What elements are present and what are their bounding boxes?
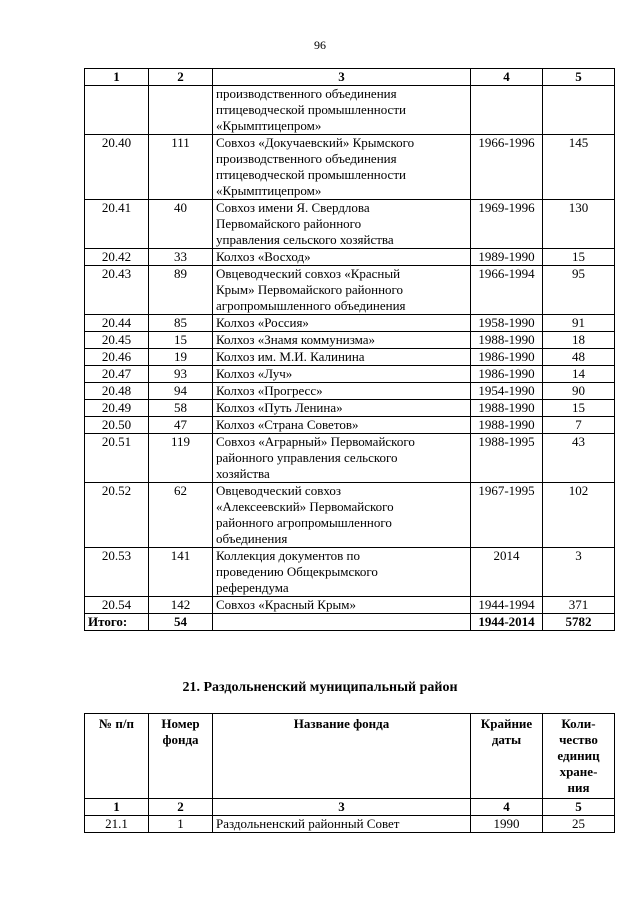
fund-number: 33: [149, 249, 213, 266]
fund-title: [213, 135, 471, 200]
fund-title-line: Совхоз «Докучаевский» Крымского: [216, 135, 415, 150]
item-number: 20.49: [85, 400, 149, 417]
fund-number: 89: [149, 266, 213, 315]
date-range: [471, 86, 543, 135]
item-number: 20.43: [85, 266, 149, 315]
column-number: 2: [149, 69, 213, 86]
fund-title-line: Колхоз «Восход»: [216, 249, 311, 264]
fund-title-line: Колхоз «Путь Ленина»: [216, 400, 343, 415]
table-row: [85, 434, 615, 483]
fund-title-line: объединения: [216, 531, 288, 546]
date-range: 1986-1990: [471, 349, 543, 366]
column-number: 5: [543, 69, 615, 86]
item-number: 20.54: [85, 597, 149, 614]
table-row: [85, 349, 615, 366]
total-row: [85, 614, 615, 631]
fund-title: [213, 249, 471, 266]
header-title: Название фонда: [213, 714, 471, 799]
table-row: [85, 483, 615, 548]
header-units-line: хране-: [559, 764, 598, 779]
date-range: 1966-1996: [471, 135, 543, 200]
fund-title: [213, 434, 471, 483]
fund-title-line: Колхоз «Прогресс»: [216, 383, 323, 398]
column-number: 3: [213, 69, 471, 86]
storage-units: 18: [543, 332, 615, 349]
fund-number: 62: [149, 483, 213, 548]
item-number: 21.1: [85, 816, 149, 833]
column-number: 1: [85, 69, 149, 86]
fund-title-line: «Алексеевский» Первомайского: [216, 499, 394, 514]
fund-title-line: Коллекция документов по: [216, 548, 360, 563]
item-number: 20.41: [85, 200, 149, 249]
fund-title-line: Колхоз «Страна Советов»: [216, 417, 359, 432]
date-range: 1988-1990: [471, 400, 543, 417]
table-row: [85, 816, 615, 833]
fund-title-line: хозяйства: [216, 466, 270, 481]
storage-units: 91: [543, 315, 615, 332]
fund-number: 94: [149, 383, 213, 400]
item-number: 20.52: [85, 483, 149, 548]
page-number: 96: [314, 38, 326, 52]
date-range: 1944-1994: [471, 597, 543, 614]
total-fund-count: 54: [149, 614, 213, 631]
fund-title-line: Колхоз «Россия»: [216, 315, 309, 330]
fund-number: 85: [149, 315, 213, 332]
date-range: 1988-1990: [471, 332, 543, 349]
date-range: 1967-1995: [471, 483, 543, 548]
fund-number: 142: [149, 597, 213, 614]
header-number: № п/п: [85, 714, 149, 799]
fund-table-body: [85, 69, 615, 614]
fund-title: [213, 483, 471, 548]
fund-title-line: Колхоз «Луч»: [216, 366, 293, 381]
fund-number: 47: [149, 417, 213, 434]
storage-units: [543, 86, 615, 135]
storage-units: 43: [543, 434, 615, 483]
item-number: 20.42: [85, 249, 149, 266]
header-fund: [149, 714, 213, 799]
fund-number: 111: [149, 135, 213, 200]
storage-units: 102: [543, 483, 615, 548]
fund-title-line: производственного объединения: [216, 86, 397, 101]
item-number: 20.47: [85, 366, 149, 383]
table-row: [85, 366, 615, 383]
fund-table-body: [85, 799, 615, 833]
storage-units: 95: [543, 266, 615, 315]
fund-title: [213, 315, 471, 332]
fund-title-line: районного управления сельского: [216, 450, 398, 465]
fund-title-line: «Крымптицепром»: [216, 183, 322, 198]
storage-units: 90: [543, 383, 615, 400]
date-range: 2014: [471, 548, 543, 597]
fund-table-raion-20: [84, 68, 615, 631]
table-row: [85, 86, 615, 135]
fund-title-line: «Крымптицепром»: [216, 118, 322, 133]
date-range: 1969-1996: [471, 200, 543, 249]
fund-title-line: управления сельского хозяйства: [216, 232, 394, 247]
column-number-row: [85, 69, 615, 86]
fund-number: 15: [149, 332, 213, 349]
fund-title-line: Совхоз имени Я. Свердлова: [216, 200, 370, 215]
item-number: 20.53: [85, 548, 149, 597]
column-number: 5: [543, 799, 615, 816]
fund-title-line: референдума: [216, 580, 289, 595]
fund-title-line: Овцеводческий совхоз: [216, 483, 341, 498]
header-units-line: единиц: [557, 748, 600, 763]
table-row: [85, 417, 615, 434]
table-row: [85, 135, 615, 200]
header-dates: [471, 714, 543, 799]
header-fund-line: Номер: [161, 716, 200, 731]
fund-title-line: производственного объединения: [216, 151, 397, 166]
fund-title-line: Раздольненский районный Совет: [216, 816, 400, 831]
fund-title: [213, 266, 471, 315]
storage-units: 14: [543, 366, 615, 383]
item-number: 20.48: [85, 383, 149, 400]
fund-number: 141: [149, 548, 213, 597]
table-row: [85, 332, 615, 349]
fund-title: [213, 86, 471, 135]
table-row: [85, 548, 615, 597]
column-number: 2: [149, 799, 213, 816]
storage-units: 48: [543, 349, 615, 366]
header-units-line: ния: [567, 780, 590, 795]
column-number: 4: [471, 799, 543, 816]
fund-title-line: Колхоз «Знамя коммунизма»: [216, 332, 376, 347]
total-dates: 1944-2014: [471, 614, 543, 631]
table-row: [85, 249, 615, 266]
fund-title-line: Совхоз «Аграрный» Первомайского: [216, 434, 415, 449]
fund-title: [213, 366, 471, 383]
date-range: 1954-1990: [471, 383, 543, 400]
date-range: 1988-1995: [471, 434, 543, 483]
header-fund-line: фонда: [162, 732, 199, 747]
header-row: [85, 714, 615, 799]
date-range: 1966-1994: [471, 266, 543, 315]
item-number: [85, 86, 149, 135]
item-number: 20.45: [85, 332, 149, 349]
item-number: 20.40: [85, 135, 149, 200]
item-number: 20.46: [85, 349, 149, 366]
column-number: 3: [213, 799, 471, 816]
header-units: [543, 714, 615, 799]
fund-number: 119: [149, 434, 213, 483]
fund-title-line: Совхоз «Красный Крым»: [216, 597, 356, 612]
storage-units: 145: [543, 135, 615, 200]
storage-units: 15: [543, 249, 615, 266]
fund-title-line: районного агропромышленного: [216, 515, 392, 530]
fund-title-line: проведению Общекрымского: [216, 564, 378, 579]
storage-units: 3: [543, 548, 615, 597]
total-label: Итого:: [85, 614, 149, 631]
column-number-row: [85, 799, 615, 816]
table-row: [85, 400, 615, 417]
fund-title: [213, 816, 471, 833]
table-row: [85, 266, 615, 315]
item-number: 20.50: [85, 417, 149, 434]
fund-title: [213, 349, 471, 366]
fund-title-line: Крым» Первомайского районного: [216, 282, 404, 297]
item-number: 20.51: [85, 434, 149, 483]
fund-title-line: Колхоз им. М.И. Калинина: [216, 349, 365, 364]
fund-number: [149, 86, 213, 135]
fund-title-line: Первомайского районного: [216, 216, 362, 231]
date-range: 1958-1990: [471, 315, 543, 332]
section-heading: 21. Раздольненский муниципальный район: [182, 680, 458, 695]
fund-title: [213, 417, 471, 434]
total-units: 5782: [543, 614, 615, 631]
column-number: 4: [471, 69, 543, 86]
storage-units: 130: [543, 200, 615, 249]
fund-title: [213, 548, 471, 597]
fund-number: 19: [149, 349, 213, 366]
table-row: [85, 200, 615, 249]
storage-units: 371: [543, 597, 615, 614]
storage-units: 7: [543, 417, 615, 434]
storage-units: 15: [543, 400, 615, 417]
fund-title: [213, 597, 471, 614]
fund-title: [213, 383, 471, 400]
header-dates-line: Крайние: [480, 716, 533, 731]
table-row: [85, 383, 615, 400]
table-row: [85, 597, 615, 614]
table-row: [85, 315, 615, 332]
fund-number: 40: [149, 200, 213, 249]
header-units-line: чество: [559, 732, 598, 747]
fund-title: [213, 332, 471, 349]
date-range: 1989-1990: [471, 249, 543, 266]
fund-title-line: птицеводческой промышленности: [216, 102, 406, 117]
header-dates-line: даты: [491, 732, 522, 747]
item-number: 20.44: [85, 315, 149, 332]
fund-title-line: агропромышленного объединения: [216, 298, 406, 313]
date-range: 1990: [471, 816, 543, 833]
fund-title-line: птицеводческой промышленности: [216, 167, 406, 182]
column-number: 1: [85, 799, 149, 816]
fund-title: [213, 200, 471, 249]
storage-units: 25: [543, 816, 615, 833]
header-units-line: Коли-: [561, 716, 596, 731]
fund-number: 93: [149, 366, 213, 383]
fund-title: [213, 400, 471, 417]
date-range: 1988-1990: [471, 417, 543, 434]
date-range: 1986-1990: [471, 366, 543, 383]
fund-number: 58: [149, 400, 213, 417]
total-title: [213, 614, 471, 631]
fund-number: 1: [149, 816, 213, 833]
fund-table-raion-21: [84, 713, 615, 833]
fund-title-line: Овцеводческий совхоз «Красный: [216, 266, 401, 281]
